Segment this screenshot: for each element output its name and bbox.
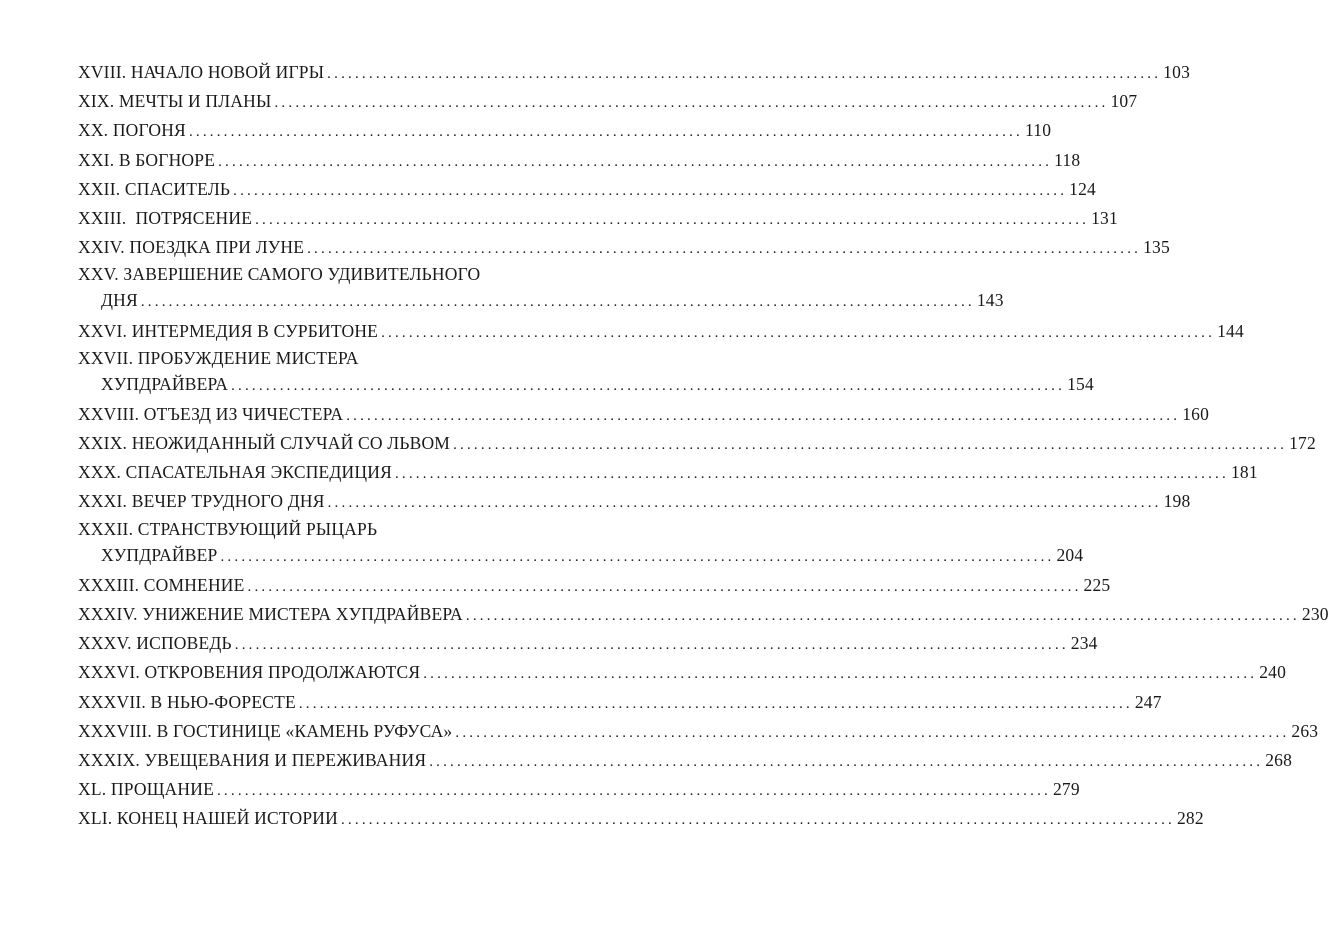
- dot-leader: ........................................................................................................................: [274, 95, 1109, 112]
- page-number: 110: [1024, 120, 1052, 141]
- page-number: 268: [1265, 749, 1293, 770]
- toc-entry[interactable]: [78, 571, 1111, 600]
- chapter-title: XLI. КОНЕЦ НАШЕЙ ИСТОРИИ: [78, 808, 338, 829]
- dot-leader: ........................................................................................................................: [218, 153, 1053, 170]
- chapter-title: XXXVIII. В ГОСТИНИЦЕ «КАМЕНЬ РУФУСА»: [78, 720, 453, 741]
- page-number: 103: [1163, 62, 1191, 82]
- toc-entry[interactable]: [78, 458, 1258, 487]
- toc-entry[interactable]: [78, 517, 1084, 571]
- toc-entry[interactable]: [78, 487, 1191, 516]
- toc-entry[interactable]: [78, 658, 1287, 687]
- dot-leader: ........................................................................................................................: [216, 783, 1051, 800]
- dot-leader: ........................................................................................................................: [327, 66, 1162, 82]
- chapter-title: XXV. ЗАВЕРШЕНИЕ САМОГО УДИВИТЕЛЬНОГО: [78, 264, 481, 285]
- toc-entry[interactable]: [78, 629, 1098, 658]
- page-number: 172: [1289, 433, 1316, 454]
- page-number: 131: [1091, 207, 1118, 228]
- dot-leader: ........................................................................................................................: [298, 695, 1133, 712]
- chapter-title: XXVII. ПРОБУЖДЕНИЕ МИСТЕРА: [78, 347, 359, 368]
- chapter-title: XXIX. НЕОЖИДАННЫЙ СЛУЧАЙ СО ЛЬВОМ: [78, 433, 451, 454]
- chapter-title: XXXV. ИСПОВЕДЬ: [78, 633, 232, 654]
- toc-entry[interactable]: [78, 233, 1170, 262]
- toc-entry[interactable]: [78, 87, 1138, 116]
- chapter-title: XXX. СПАСАТЕЛЬНАЯ ЭКСПЕДИЦИЯ: [78, 462, 392, 483]
- dot-leader: ........................................................................................................................: [231, 377, 1066, 394]
- toc-entry[interactable]: [78, 146, 1081, 175]
- chapter-title-continued: ДНЯ: [101, 290, 138, 311]
- dot-leader: ........................................................................................................................: [429, 753, 1264, 770]
- chapter-title: XXXVII. В НЬЮ-ФОРЕСТЕ: [78, 691, 296, 712]
- chapter-title: XXIII. ПОТРЯСЕНИЕ: [78, 207, 253, 228]
- toc-entry[interactable]: [78, 804, 1204, 833]
- dot-leader: ........................................................................................................................: [255, 211, 1090, 228]
- toc-entry[interactable]: [78, 116, 1052, 145]
- dot-leader: ........................................................................................................................: [233, 182, 1068, 199]
- toc-entry[interactable]: [78, 746, 1293, 775]
- dot-leader: ........................................................................................................................: [140, 294, 975, 311]
- page-number: 181: [1230, 462, 1258, 483]
- toc-entry[interactable]: [78, 600, 1329, 629]
- toc-entry[interactable]: [78, 175, 1096, 204]
- page-number: 143: [976, 290, 1004, 311]
- chapter-title-continued: ХУПДРАЙВЕРА: [101, 373, 229, 394]
- chapter-title: XXIV. ПОЕЗДКА ПРИ ЛУНЕ: [78, 237, 305, 258]
- chapter-title-continued: ХУПДРАЙВЕР: [101, 544, 218, 565]
- page-number: 263: [1291, 720, 1319, 741]
- page-number: 240: [1259, 662, 1287, 683]
- dot-leader: ........................................................................................................................: [381, 324, 1216, 341]
- page-number: 204: [1056, 544, 1084, 565]
- chapter-title: XXXII. СТРАНСТВУЮЩИЙ РЫЦАРЬ: [78, 518, 378, 539]
- toc-entry[interactable]: [78, 262, 1004, 316]
- chapter-title: XXII. СПАСИТЕЛЬ: [78, 178, 231, 199]
- page-number: 230: [1301, 604, 1329, 624]
- dot-leader: ........................................................................................................................: [423, 666, 1258, 683]
- page-number: 118: [1054, 149, 1081, 170]
- table-of-contents: [78, 58, 1329, 834]
- page-number: 225: [1083, 574, 1111, 595]
- dot-leader: ........................................................................................................................: [307, 241, 1142, 258]
- toc-entry[interactable]: [78, 58, 1191, 87]
- chapter-title: XIX. МЕЧТЫ И ПЛАНЫ: [78, 91, 272, 112]
- chapter-title: XXXIV. УНИЖЕНИЕ МИСТЕРА ХУПДРАЙВЕРА: [78, 604, 463, 624]
- chapter-title: XXXIX. УВЕЩЕВАНИЯ И ПЕРЕЖИВАНИЯ: [78, 749, 427, 770]
- toc-entry[interactable]: [78, 400, 1210, 429]
- dot-leader: ........................................................................................................................: [465, 608, 1300, 624]
- dot-leader: ........................................................................................................................: [394, 466, 1229, 483]
- page-number: 135: [1143, 237, 1170, 258]
- dot-leader: ........................................................................................................................: [188, 124, 1023, 141]
- chapter-title: XVIII. НАЧАЛО НОВОЙ ИГРЫ: [78, 62, 325, 82]
- page-number: 279: [1052, 779, 1080, 800]
- toc-entry[interactable]: [78, 717, 1319, 746]
- page-number: 107: [1110, 91, 1138, 112]
- toc-entry[interactable]: [78, 775, 1080, 804]
- toc-entry[interactable]: [78, 346, 1094, 400]
- page-number: 154: [1067, 373, 1094, 394]
- chapter-title: XXXI. ВЕЧЕР ТРУДНОГО ДНЯ: [78, 491, 325, 512]
- page-number: 247: [1134, 691, 1162, 712]
- chapter-title: XXXVI. ОТКРОВЕНИЯ ПРОДОЛЖАЮТСЯ: [78, 662, 421, 683]
- dot-leader: ........................................................................................................................: [220, 548, 1055, 565]
- dot-leader: ........................................................................................................................: [327, 495, 1162, 512]
- dot-leader: ........................................................................................................................: [340, 812, 1175, 829]
- chapter-title: XXI. В БОГНОРЕ: [78, 149, 216, 170]
- toc-entry[interactable]: [78, 317, 1244, 346]
- dot-leader: ........................................................................................................................: [247, 578, 1082, 595]
- page-number: 234: [1070, 633, 1098, 654]
- page-number: 198: [1163, 491, 1191, 512]
- dot-leader: ........................................................................................................................: [234, 637, 1069, 654]
- page-number: 124: [1069, 178, 1096, 199]
- chapter-title: XXVI. ИНТЕРМЕДИЯ В СУРБИТОНЕ: [78, 320, 379, 341]
- page-number: 144: [1217, 320, 1244, 341]
- chapter-title: XL. ПРОЩАНИЕ: [78, 779, 214, 800]
- dot-leader: ........................................................................................................................: [455, 724, 1290, 741]
- dot-leader: ........................................................................................................................: [346, 407, 1181, 424]
- toc-entry[interactable]: [78, 204, 1118, 233]
- page-number: 160: [1182, 403, 1210, 424]
- chapter-title: XXVIII. ОТЪЕЗД ИЗ ЧИЧЕСТЕРА: [78, 403, 344, 424]
- toc-entry[interactable]: [78, 688, 1162, 717]
- page-number: 282: [1176, 808, 1204, 829]
- dot-leader: ........................................................................................................................: [453, 437, 1288, 454]
- toc-entry[interactable]: [78, 429, 1316, 458]
- chapter-title: XXXIII. СОМНЕНИЕ: [78, 574, 245, 595]
- chapter-title: XX. ПОГОНЯ: [78, 120, 186, 141]
